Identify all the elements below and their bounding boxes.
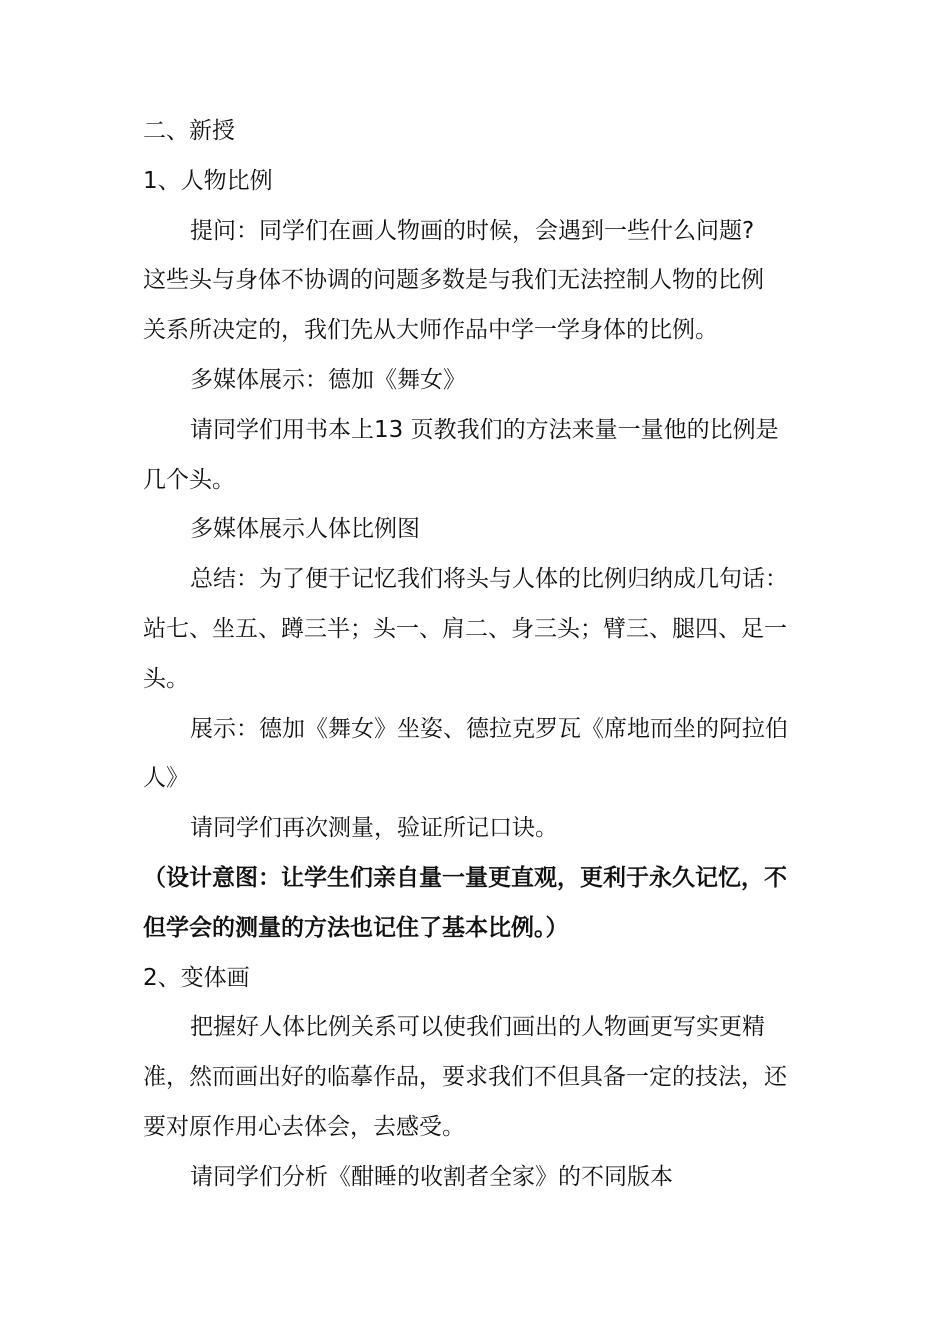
paragraph-media-proportion-chart: 多媒体展示人体比例图 <box>190 516 420 543</box>
paragraph-line: 几个头。 <box>143 466 235 493</box>
paragraph-show-works: 展示：德加《舞女》坐姿、德拉克罗瓦《席地而坐的阿拉伯 <box>190 715 788 742</box>
paragraph-analyze-versions: 请同学们分析《酣睡的收割者全家》的不同版本 <box>190 1163 673 1190</box>
paragraph-question: 提问：同学们在画人物画的时候，会遇到一些什么问题? <box>190 217 755 244</box>
design-intent-line: （设计意图：让学生们亲自量一量更直观，更利于永久记忆，不 <box>143 864 787 891</box>
paragraph-line: 准，然而画出好的临摹作品，要求我们不但具备一定的技法，还 <box>143 1064 787 1091</box>
paragraph-line: 站七、坐五、蹲三半；头一、肩二、身三头；臂三、腿四、足一 <box>143 615 787 642</box>
paragraph-remeasure: 请同学们再次测量，验证所记口诀。 <box>190 815 558 842</box>
paragraph-line: 这些头与身体不协调的问题多数是与我们无法控制人物的比例 <box>143 267 764 294</box>
paragraph-grasp-proportion: 把握好人体比例关系可以使我们画出的人物画更写实更精 <box>190 1014 765 1041</box>
paragraph-summary: 总结：为了便于记忆我们将头与人体的比例归纳成几句话： <box>190 566 788 593</box>
paragraph-line: 人》 <box>143 765 189 792</box>
paragraph-line: 要对原作用心去体会，去感受。 <box>143 1113 465 1140</box>
paragraph-media-dancer: 多媒体展示：德加《舞女》 <box>190 366 466 393</box>
design-intent-line: 但学会的测量的方法也记住了基本比例。） <box>143 914 569 941</box>
subsection-heading-proportion: 1、人物比例 <box>143 167 273 194</box>
document-body <box>143 107 813 1203</box>
paragraph-line: 关系所决定的，我们先从大师作品中学一学身体的比例。 <box>143 317 718 344</box>
paragraph-measure: 请同学们用书本上13 页教我们的方法来量一量他的比例是 <box>190 416 779 443</box>
paragraph-line: 头。 <box>143 665 189 692</box>
section-heading: 二、新授 <box>143 118 235 144</box>
subsection-heading-variant: 2、变体画 <box>143 964 250 991</box>
